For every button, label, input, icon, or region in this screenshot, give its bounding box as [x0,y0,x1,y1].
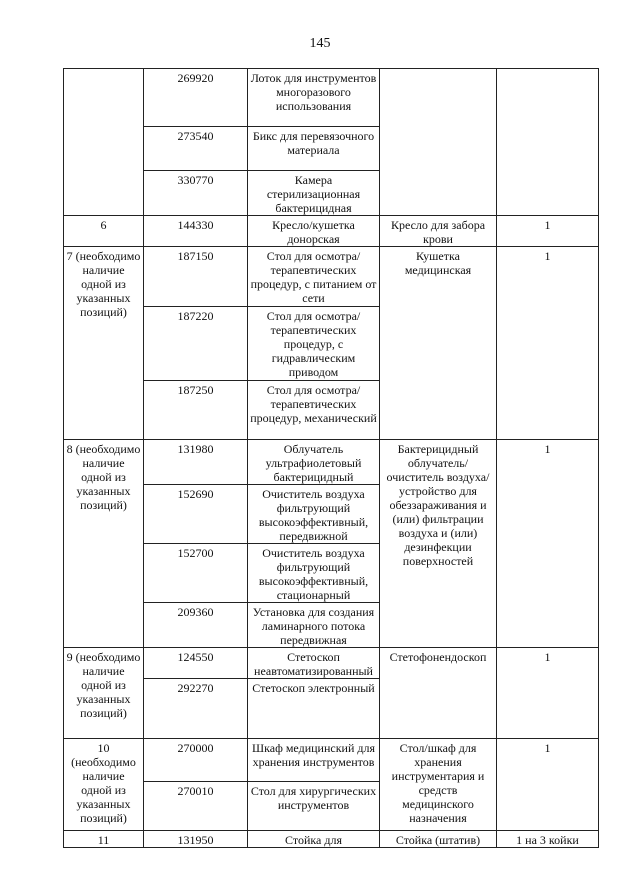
name-cell: Стол для осмотра/ терапевтических процедур, с питанием от сети [248,247,380,307]
code-cell: 330770 [144,171,248,216]
code-cell: 270000 [144,739,248,782]
qty-cell [497,69,599,216]
equipment-table [63,68,599,848]
name-cell: Очиститель воздуха фильтрующий высокоэффективный, передвижной [248,485,380,544]
qty-cell: 1 [497,216,599,247]
type-cell: Стойка (штатив) [380,831,497,848]
name-cell: Стетоскоп неавтоматизированный [248,648,380,679]
table-row [64,440,599,485]
code-cell: 187150 [144,247,248,307]
name-cell: Очиститель воздуха фильтрующий высокоэффективный, стационарный [248,544,380,603]
table-row [64,648,599,679]
table-row [64,831,599,848]
code-cell: 144330 [144,216,248,247]
type-cell: Стетофонендоскоп [380,648,497,739]
code-cell: 269920 [144,69,248,127]
name-cell: Стол для осмотра/ терапевтических процедур, механический [248,381,380,440]
type-cell: Стол/шкаф для хранения инструментария и средств медицинского назначения [380,739,497,831]
row-number-cell: 8 (необходимо наличие одной из указанных позиций) [64,440,144,648]
qty-cell: 1 [497,247,599,440]
code-cell: 270010 [144,782,248,831]
qty-cell: 1 [497,440,599,648]
code-cell: 131980 [144,440,248,485]
code-cell: 131950 [144,831,248,848]
code-cell: 152700 [144,544,248,603]
page-number: 145 [309,36,331,51]
name-cell: Стойка для [248,831,380,848]
row-number-cell [64,69,144,216]
code-cell: 187250 [144,381,248,440]
qty-cell: 1 на 3 койки [497,831,599,848]
code-cell: 124550 [144,648,248,679]
code-cell: 273540 [144,127,248,171]
type-cell: Кресло для забора крови [380,216,497,247]
type-cell: Кушетка медицинская [380,247,497,440]
table-row [64,739,599,782]
name-cell: Кресло/кушетка донорская [248,216,380,247]
type-cell [380,69,497,216]
name-cell: Шкаф медицинский для хранения инструментов [248,739,380,782]
row-number-cell: 10 (необходимо наличие одной из указанных позиций) [64,739,144,831]
table-row [64,69,599,127]
code-cell: 152690 [144,485,248,544]
row-number-cell: 9 (необходимо наличие одной из указанных позиций) [64,648,144,739]
name-cell: Камера стерилизационная бактерицидная [248,171,380,216]
name-cell: Стетоскоп электронный [248,679,380,739]
name-cell: Стол для осмотра/ терапевтических процедур, с гидравлическим приводом [248,307,380,381]
name-cell: Установка для создания ламинарного потока передвижная [248,603,380,648]
row-number-cell: 7 (необходимо наличие одной из указанных позиций) [64,247,144,440]
row-number-cell: 11 [64,831,144,848]
code-cell: 292270 [144,679,248,739]
table-row [64,247,599,307]
name-cell: Облучатель ультрафиолетовый бактерицидный [248,440,380,485]
code-cell: 209360 [144,603,248,648]
name-cell: Стол для хирургических инструментов [248,782,380,831]
name-cell: Лоток для инструментов многоразового использования [248,69,380,127]
type-cell: Бактерицидный облучатель/ очиститель воздуха/ устройство для обеззараживания и (или) фильтрации воздуха и (или) дезинфекции поверхностей [380,440,497,648]
name-cell: Бикс для перевязочного материала [248,127,380,171]
row-number-cell: 6 [64,216,144,247]
table-row [64,216,599,247]
code-cell: 187220 [144,307,248,381]
qty-cell: 1 [497,648,599,739]
qty-cell: 1 [497,739,599,831]
